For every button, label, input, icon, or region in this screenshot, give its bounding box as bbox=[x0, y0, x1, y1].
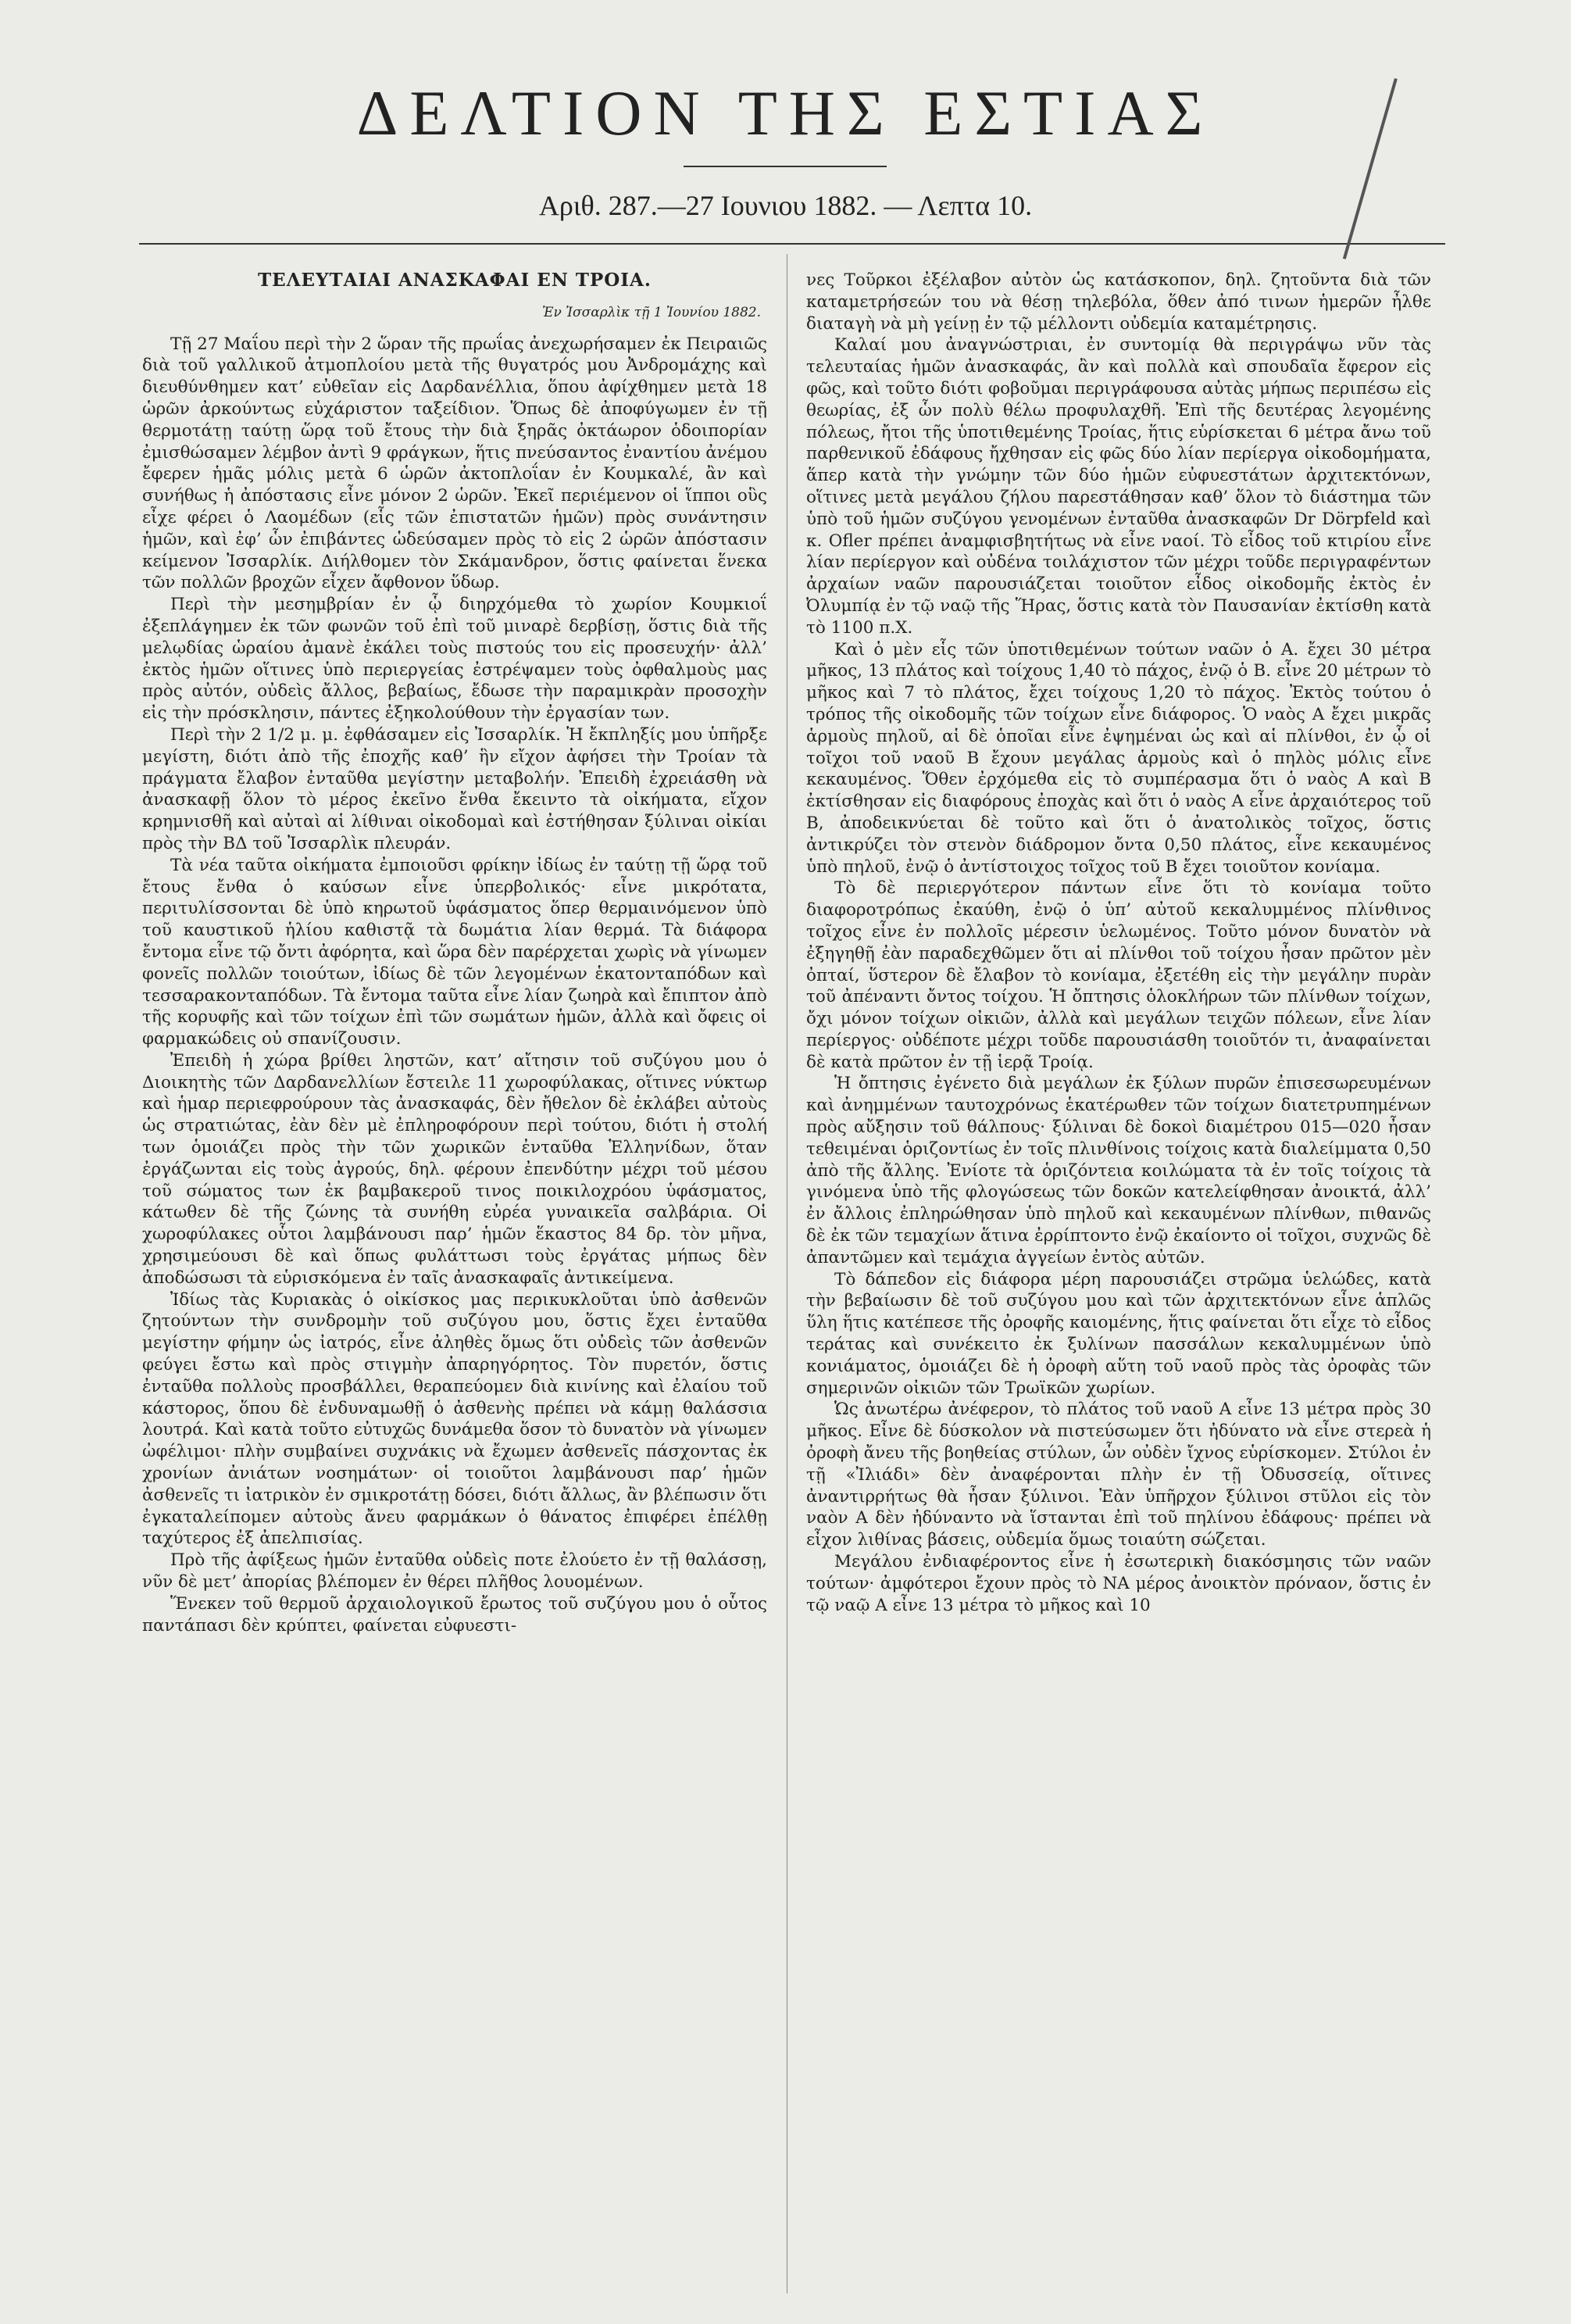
paragraph: Ἐπειδὴ ἡ χώρα βρίθει ληστῶν, κατ’ αἴτησιν τοῦ συζύγου μου ὁ Διοικητὴς τῶν Δαρδανελλίων ἔστειλε 11 χωροφύλακας, οἵτινες νύκτωρ καὶ ἡμαρ περιεφρούρουν τὰς ἀνασκαφάς, δὲν ἤθελον δὲ ἐκλάβει αὐτοὺς ὡς στρατιώτας, ἐὰν δὲν μὲ ἐπληροφόρουν περὶ τούτου, διότι ἡ στολή των ὁμοιάζει πρὸς τὴν τῶν χωρικῶν ἐνταῦθα Ἑλληνίδων, ὅταν ἐργάζωνται εἰς τοὺς ἀγρούς, δηλ. φέρουν ἐπενδύτην μέχρι τοῦ μέσου τοῦ σώματος των ἐκ βαμβακεροῦ τινος ποικιλοχρόου ὑφάσματος, κάτωθεν δὲ τῆς ζώνης τὰ συνήθη εὐρέα γυναικεῖα σαλβάρια. Οἱ χωροφύλακες οὗτοι λαμβάνουσι παρ’ ἡμῶν ἕκαστος 84 δρ. τὸν μῆνα, χρησιμεύουσι δὲ καὶ ὅπως φυλάττωσι τοὺς ἐργάτας μήπως δὲν ἀποδώσωσι τὰ εὑρισκόμενα ἐν ταῖς ἀνασκαφαῖς ἀντικείμενα. bbox=[142, 1050, 767, 1288]
paragraph: Περὶ τὴν 2 1/2 μ. μ. ἐφθάσαμεν εἰς Ἰσσαρλίκ. Ἡ ἔκπληξίς μου ὑπῆρξε μεγίστη, διότι ἀπὸ τῆς ἐποχῆς καθ’ ἣν εἴχον ἀφήσει τὴν Τροίαν τὰ πράγματα ἔλαβον ἐνταῦθα μεγίστην μεταβολήν. Ἐπειδὴ ἐχρειάσθη νὰ ἀνασκαφῇ ὅλον τὸ μέρος ἐκεῖνο ἔνθα ἔκειντο τὰ οἰκήματα, εἴχον κρημνισθῆ καὶ αὐταὶ αἱ λίθιναι οἰκοδομαὶ καὶ ἐστήθησαν ξύλιναι οἰκίαι πρὸς τὴν ΒΔ τοῦ Ἰσσαρλὶκ πλευράν. bbox=[142, 724, 767, 853]
paragraph: Καλαί μου ἀναγνώστριαι, ἐν συντομίᾳ θὰ περιγράψω νῦν τὰς τελευταίας ἡμῶν ἀνασκαφάς, ἂν καὶ πολλὰ καὶ σπουδαῖα ἔφερον εἰς φῶς, καὶ τοῦτο διότι φοβοῦμαι περιγράφουσα αὐτὰς μήπως περιπέσω εἰς θεωρίας, ἐξ ὧν πολὺ θέλω προφυλαχθῆ. Ἐπὶ τῆς δευτέρας λεγομένης πόλεως, ἤτοι τῆς ὑποτιθεμένης Τροίας, ἥτις εὑρίσκεται 6 μέτρα ἄνω τοῦ παρθενικοῦ ἐδάφους ἤχθησαν εἰς φῶς δύο λίαν περίεργα οἰκοδομήματα, ἅπερ κατὰ τὴν γνώμην τῶν δύο ἡμῶν εὐφυεστάτων ἀρχιτεκτόνων, οἵτινες μετὰ μεγάλου ζήλου παρεστάθησαν καθ’ ὅλον τὸ διάστημα τῶν ὑπὸ τοῦ ἡμῶν συζύγου γενομένων ἐνταῦθα ἀνασκαφῶν Dr Dörpfeld καὶ κ. Ofler πρέπει ἀναμφισβητήτως νὰ εἶνε ναοί. Τὸ εἶδος τοῦ κτιρίου εἶνε λίαν περίεργον καὶ οὐδένα τοιλάχιστον τῶν μέχρι τοῦδε περιγραφέντων ἀρχαίων ναῶν παρουσιάζεται τοιοῦτον εἶδος οἰκοδομῆς ἐκτὸς ἐν Ὀλυμπίᾳ ἐν τῷ ναῷ τῆς Ἥρας, ὅστις κατὰ τὸν Παυσανίαν ἐκτίσθη κατὰ τὸ 1100 π.Χ. bbox=[806, 335, 1431, 638]
left-column bbox=[142, 270, 767, 1636]
paragraph: Ἡ ὄπτησις ἐγένετο διὰ μεγάλων ἐκ ξύλων πυρῶν ἐπισεσωρευμένων καὶ ἀνημμένων ταυτοχρόνως ἑκατέρωθεν τῶν τοίχων διατετρυπημένων πρὸς αὔξησιν τοῦ θάλπους· ξύλιναι δὲ δοκοὶ διαμέτρου 015—020 ἦσαν τεθειμέναι ὁριζοντίως ἐν τοῖς πλινθίνοις τοίχοις κατὰ διαλείμματα 0,50 ἀπὸ τῆς ἄλλης. Ἐνίοτε τὰ ὁριζόντεια κοιλώματα τὰ ἐν τοῖς τοίχοις τὰ γινόμενα ὑπὸ τῆς φλογώσεως τῶν δοκῶν κατελείφθησαν ἀνοικτά, ἀλλ’ ἐν ἄλλοις ἐπληρώθησαν ὑπὸ πηλοῦ καὶ κεκαυμένων πλίνθων, πιθανῶς δὲ ἐκ τῶν τεμαχίων ἅτινα ἐρρίπτοντο ἐνῷ ἐκαίοντο οἱ τοῖχοι, συχνῶς δὲ ἀπαντῶμεν καὶ τεμάχια ἀγγείων ἐντὸς αὐτῶν. bbox=[806, 1074, 1431, 1267]
paragraph: Ἕνεκεν τοῦ θερμοῦ ἀρχαιολογικοῦ ἔρωτος τοῦ συζύγου μου ὁ οὗτος παντάπασι δὲν κρύπτει, φαίνεται εὐφυεστι- bbox=[142, 1593, 767, 1636]
paragraph: Τὸ δὲ περιεργότερον πάντων εἶνε ὅτι τὸ κονίαμα τοῦτο διαφοροτρόπως ἐκαύθη, ἐνῷ ὁ ὑπ’ αὐτοῦ κεκαλυμμένος πλίνθινος τοῖχος εἶνε ἐν πολλοῖς μέρεσιν ὑελωμένος. Τοῦτο μόνον δυνατὸν νὰ ἐξηγηθῇ ἐὰν παραδεχθῶμεν ὅτι αἱ πλίνθοι τοῦ τοίχου ἦσαν πρῶτον μὲν ὀπταί, ὕστερον δὲ ἔλαβον τὸ κονίαμα, ἐξετέθη εἰς τὴν μεγάλην πυρὰν τοῦ ἀπέναντι ὄντος τοίχου. Ἡ ὄπτησις ὁλοκλήρων τῶν πλίνθων τοίχων, ὄχι μόνον τοίχων οἰκιῶν, ἀλλὰ καὶ μεγάλων τειχῶν πόλεων, εἶνε λίαν περίεργος· οὐδέποτε μέχρι τοῦδε παρουσιάσθη τοιοῦτόν τι, ἀναφαίνεται δὲ κατὰ πρῶτον ἐν τῇ ἱερᾷ Τροίᾳ. bbox=[806, 878, 1431, 1072]
masthead-title: ΔΕΛΤΙΟΝ ΤΗΣ ΕΣΤΙΑΣ bbox=[356, 77, 1215, 148]
header-rule bbox=[139, 243, 1445, 245]
paragraph: Ὡς ἀνωτέρω ἀνέφερον, τὸ πλάτος τοῦ ναοῦ Α εἶνε 13 μέτρα πρὸς 30 μῆκος. Εἶνε δὲ δύσκολον νὰ πιστεύσωμεν ὅτι ἠδύνατο νὰ εἶνε στερεὰ ἡ ὀροφὴ ἄνευ τῆς βοηθείας στύλων, ὧν οὐδὲν ἴχνος εὑρίσκομεν. Στύλοι ἐν τῇ «Ἰλιάδι» δὲν ἀναφέρονται πλὴν ἐν τῇ Ὀδυσσείᾳ, οἵτινες ἀναντιρρήτως θὰ ἦσαν ξύλινοι. Ἐὰν ὑπῆρχον ξύλινοι στῦλοι εἰς τὸν ναὸν Α δὲν ἠδύναντο νὰ ἵστανται ἐπὶ τοῦ πηλίνου ἐδάφους· πρέπει νὰ εἶχον λιθίνας βάσεις, οὐδεμία ὅμως τοιαύτη σώζεται. bbox=[806, 1400, 1431, 1550]
paragraph: Τὸ δάπεδον εἰς διάφορα μέρη παρουσιάζει στρῶμα ὑελώδες, κατὰ τὴν βεβαίωσιν δὲ τοῦ συζύγου μου καὶ τῶν ἀρχιτεκτόνων εἶνε ἁπλῶς ὕλη ἥτις κατέπεσε τῆς ὀροφῆς καιομένης, ἥτις φαίνεται ὅτι εἶχε τὸ εἶδος τεράτας καὶ συνέκειτο ἐκ ξυλίνων πασσάλων κεκαλυμμένων ὑπὸ κονιάματος, ὁμοιάζει δὲ ἡ ὀροφὴ αὕτη τοῦ ναοῦ πρὸς τὰς ὀροφὰς τῶν σημερινῶν οἰκιῶν τῶν Τρωϊκῶν χωρίων. bbox=[806, 1269, 1431, 1398]
paragraph-continued: νες Τοῦρκοι ἐξέλαβον αὐτὸν ὡς κατάσκοπον, δηλ. ζητοῦντα διὰ τῶν καταμετρήσεών του νὰ θέσῃ τηλεβόλα, ὅθεν ἀπό τινων ἡμερῶν ἦλθε διαταγὴ νὰ μὴ γείνῃ ἐν τῷ μέλλοντι οὐδεμία καταμέτρησις. bbox=[806, 270, 1431, 334]
paragraph: Μεγάλου ἐνδιαφέροντος εἶνε ἡ ἐσωτερικὴ διακόσμησις τῶν ναῶν τούτων· ἀμφότεροι ἔχουν πρὸς τὸ ΝΑ μέρος ἀνοικτὸν πρόναον, ὅστις ἐν τῷ ναῷ Α εἶνε 13 μέτρα τὸ μῆκος καὶ 10 bbox=[806, 1552, 1431, 1615]
paragraph: Πρὸ τῆς ἀφίξεως ἡμῶν ἐνταῦθα οὐδεὶς ποτε ἐλούετο ἐν τῇ θαλάσσῃ, νῦν δὲ μετ’ ἀπορίας βλέπομεν ἐν θέρει πλῆθος λουομένων. bbox=[142, 1550, 767, 1593]
right-column bbox=[806, 270, 1431, 1616]
paragraph: Ἰδίως τὰς Κυριακὰς ὁ οἰκίσκος μας περικυκλοῦται ὑπὸ ἀσθενῶν ζητούντων τὴν συνδρομὴν τοῦ συζύγου μου, ὅστις ἔχει ἐνταῦθα μεγίστην φήμην ὡς ἰατρός, εἶνε ἀληθὲς ὅμως ὅτι οὐδεὶς τῶν ἀσθενῶν φεύγει ἔστω καὶ πρὸς στιγμὴν ἀπαρηγόρητος. Τὸν πυρετόν, ὅστις ἐνταῦθα πολλοὺς προσβάλλει, θεραπεύομεν διὰ κινίνης καὶ ἐλαίου τοῦ κάστορος, ὅπου δὲ ἐνδυναμωθῇ ὁ ἀσθενὴς πρέπει νὰ κάμῃ θαλάσσια λουτρά. Καὶ κατὰ τοῦτο εὐτυχῶς δυνάμεθα ὅσον τὸ δυνατὸν νὰ γίνωμεν ὠφέλιμοι· πλὴν συμβαίνει συχνάκις νὰ ἔχωμεν ἀσθενεῖς πάσχοντας ἐκ χρονίων ἀνιάτων νοσημάτων· οἱ τοιοῦτοι λαμβάνουσι παρ’ ἡμῶν ἀσθενεῖς τι ἰατρικὸν ἐν σμικροτάτῃ δόσει, διότι ἄλλως, ἂν βλέπωσιν ὅτι ἐγκαταλείπομεν αὐτοὺς ἄνευ φαρμάκων ὁ θάνατος ἐπιφέρει ἐπέλθῃ ταχύτερος ἐξ ἀπελπισίας. bbox=[142, 1289, 767, 1549]
article-dateline: Ἐν Ἰσσαρλὶκ τῇ 1 Ἰουνίου 1882. bbox=[541, 304, 761, 320]
masthead-rule bbox=[684, 166, 887, 167]
paragraph: Τῇ 27 Μαΐου περὶ τὴν 2 ὥραν τῆς πρωΐας ἀνεχωρήσαμεν ἐκ Πειραιῶς διὰ τοῦ γαλλικοῦ ἀτμοπλοίου μετὰ τῆς θυγατρός μου Ἀνδρομάχης καὶ διευθύνθημεν κατ’ εὐθεῖαν εἰς Δαρδανέλλια, ὅπου ἀφίχθημεν μετὰ 18 ὡρῶν ἀρκούντως εὐχάριστον ταξείδιον. Ὅπως δὲ ἀποφύγωμεν ἐν τῇ θερμοτάτῃ ταύτῃ ὥρᾳ τοῦ ἔτους τὴν διὰ ξηρᾶς ὀκτάωρον ὁδοιπορίαν ἐμισθώσαμεν λέμβον ἀντὶ 9 φράγκων, ἥτις πνεύσαντος ἐναντίου ἀνέμου ἔφερεν ἡμᾶς μόλις μετὰ 6 ὡρῶν ἀκτοπλοΐαν ἐν Κουμκαλέ, ἂν καὶ συνήθως ἡ ἀπόστασις εἶνε μόνον 2 ὡρῶν. Ἐκεῖ περιέμενον οἱ ἵπποι οὓς εἶχε φέρει ὁ Λαομέδων (εἷς τῶν ἐπιστατῶν ἡμῶν) πρὸς συνάντησιν ἡμῶν, καὶ ἐφ’ ὧν ἐπιβάντες ὡδεύσαμεν πρὸς τὸ εἰς 2 ὡρῶν ἀπόστασιν κείμενον Ἰσσαρλίκ. Διήλθομεν τὸν Σκάμανδρον, ὅστις φαίνεται ἕνεκα τῶν πολλῶν βροχῶν εἶχεν ἄφθονον ὕδωρ. bbox=[142, 334, 767, 593]
article-title: ΤΕΛΕΥΤΑΙΑΙ ΑΝΑΣΚΑΦΑΙ ΕΝ ΤΡΟΙΑ. bbox=[258, 270, 652, 291]
paragraph: Καὶ ὁ μὲν εἷς τῶν ὑποτιθεμένων τούτων ναῶν ὁ Α. ἔχει 30 μέτρα μῆκος, 13 πλάτος καὶ τοίχους 1,40 τὸ πάχος, ἐνῷ ὁ Β. εἶνε 20 μέτρων τὸ μῆκος καὶ 7 τὸ πλάτος, ἔχει τοίχους 1,20 τὸ πάχος. Ἐκτὸς τούτου ὁ τρόπος τῆς οἰκοδομῆς τῶν τοίχων εἶνε διάφορος. Ὁ ναὸς Α ἔχει μικρᾶς ἁρμοὺς πηλοῦ, αἱ δὲ ὁποῖαι εἶνε ἐψημέναι ὡς καὶ αἱ πλίνθοι, ἐν ᾧ οἱ τοῖχοι τοῦ ναοῦ Β ἔχουν μεγάλας ἁρμοὺς καὶ ὁ πηλὸς μόλις εἶνε κεκαυμένος. Ὅθεν ἐρχόμεθα εἰς τὸ συμπέρασμα ὅτι ὁ ναὸς Α καὶ Β ἐκτίσθησαν εἰς διαφόρους ἐποχὰς καὶ ὅτι ὁ ναὸς Α εἶνε ἀρχαιότερος τοῦ Β, ἀποδεικνύεται δὲ τοῦτο καὶ ὅτι ὁ ἀνατολικὸς τοῖχος, ὅστις ἀντικρύζει τὸν στενὸν διάδρομον ὄντα 0,50 πλάτος, εἶνε κεκαυμένος ὑπὸ πηλοῦ, ἐνῷ ὁ ἀντίστοιχος τοῖχος τοῦ Β ἔχει τοιοῦτον κονίαμα. bbox=[806, 639, 1431, 877]
paragraph: Περὶ τὴν μεσημβρίαν ἐν ᾧ διηρχόμεθα τὸ χωρίον Κουμκιοΐ ἐξεπλάγημεν ἐκ τῶν φωνῶν τοῦ ἐπὶ τοῦ μιναρὲ δερβίσῃ, ὅστις διὰ τῆς μελῳδίας ὡραίου ἀμανὲ ἐκάλει τοὺς πιστούς του εἰς προσευχήν· ἀλλ’ ἐκτὸς ἡμῶν οἵτινες ὑπὸ περιεργείας ἐστρέψαμεν τοὺς ὀφθαλμοὺς μας πρὸς αὐτόν, οὐδεὶς ἄλλος, βεβαίως, ἔδωσε τὴν παραμικρὰν προσοχὴν εἰς τὴν πρόσκλησιν, πάντες ἐξηκολούθουν τὴν ἐργασίαν των. bbox=[142, 595, 767, 724]
issue-line: Αριθ. 287.—27 Ιουνιου 1882. — Λεπτα 10. bbox=[538, 190, 1033, 221]
paragraph: Τὰ νέα ταῦτα οἰκήματα ἐμποιοῦσι φρίκην ἰδίως ἐν ταύτῃ τῇ ὥρᾳ τοῦ ἔτους ἔνθα ὁ καύσων εἶνε ὑπερβολικός· εἶνε μικρότατα, περιτυλίσσονται δὲ ὑπὸ κηρωτοῦ ὑφάσματος ὅπερ θερμαινόμενον ὑπὸ τοῦ καυστικοῦ ἡλίου καθιστᾷ τὰ δωμάτια λίαν θερμά. Τὰ διάφορα ἔντομα εἶνε τῷ ὄντι ἀφόρητα, καὶ ὥρα δὲν παρέρχεται χωρὶς νὰ γίνωμεν φονεῖς πολλῶν τοιούτων, ἰδίως δὲ τῶν λεγομένων ἑκατονταπόδων καὶ τεσσαρακονταπόδων. Τὰ ἔντομα ταῦτα εἶνε λίαν ζωηρὰ καὶ ἔπιπτον ἀπὸ τῆς κορυφῆς καὶ τῶν τοίχων ἐπὶ τῶν σωμάτων ἡμῶν, ἀλλὰ καὶ ὄφεις οἱ φαρμακώδεις οὐ σπανίζουσιν. bbox=[142, 855, 767, 1049]
